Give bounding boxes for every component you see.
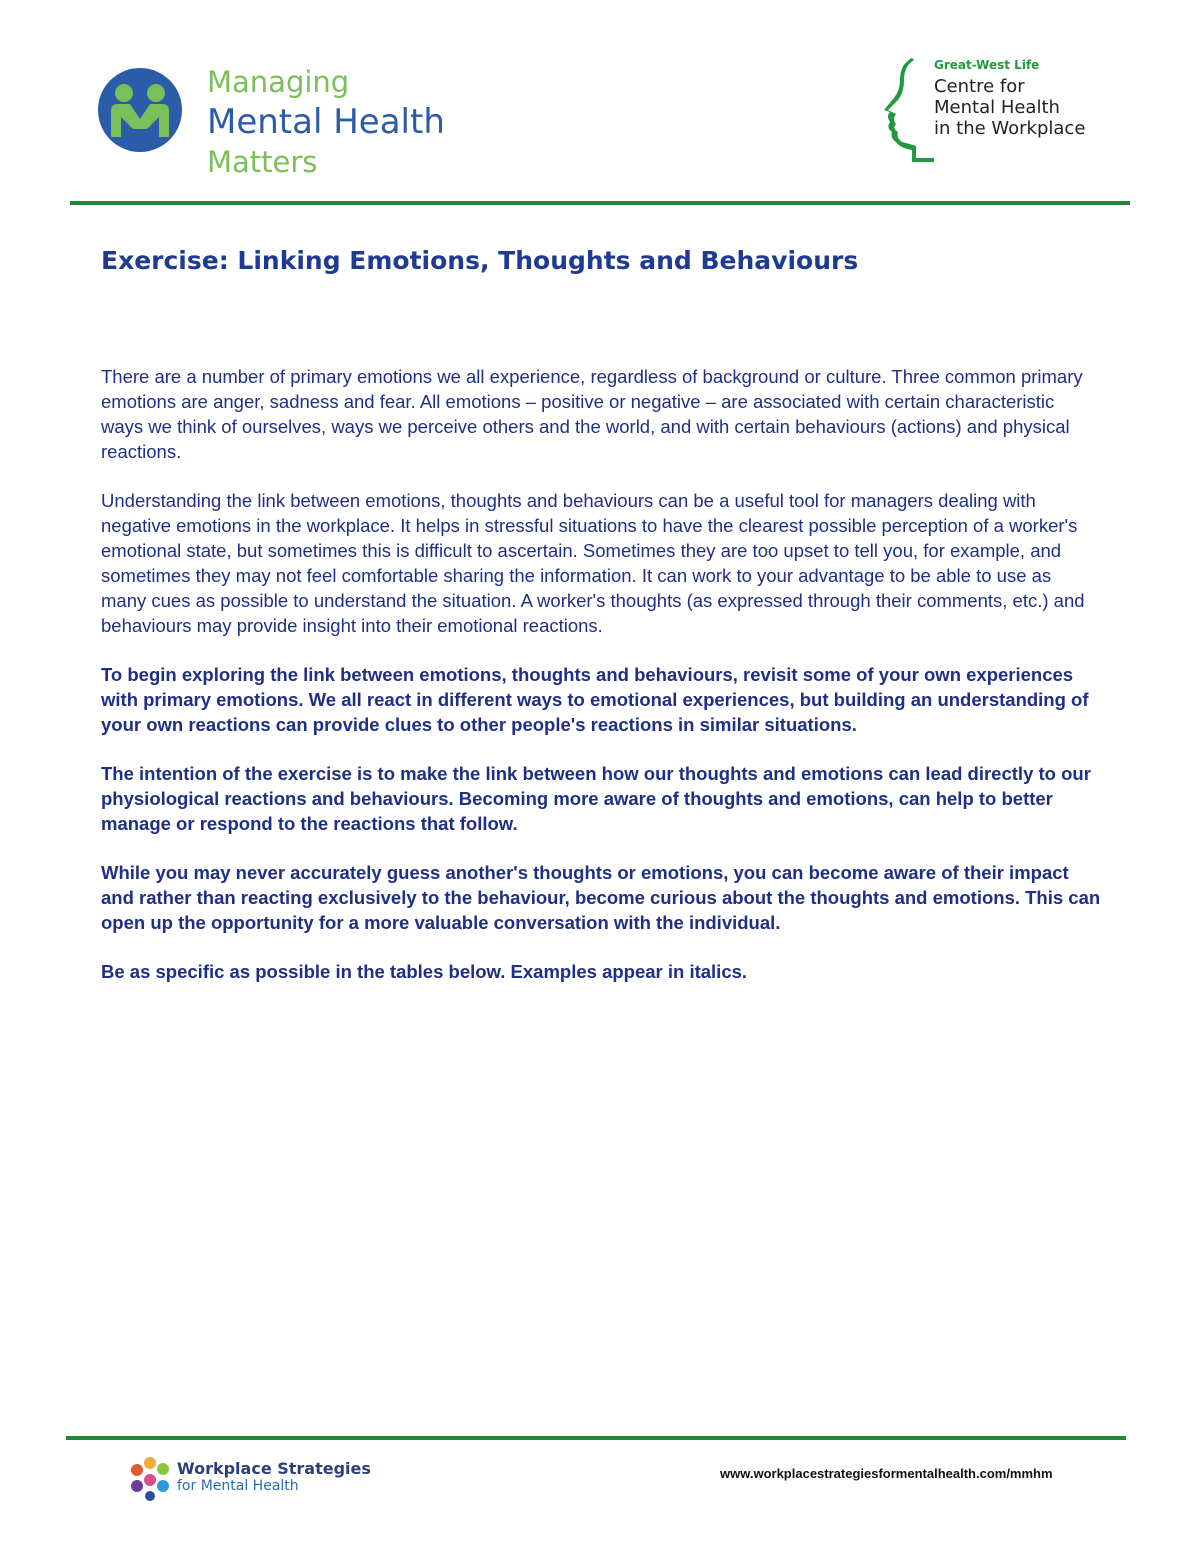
- paragraph-intention: The intention of the exercise is to make the link between how our thoughts and emotions can lead directly to our physiological reactions and behaviours. Becoming more aware of thoughts and emotions, can help to better manage or respond to the reactions that follow.: [101, 763, 1091, 834]
- gwl-centre-logo: [884, 58, 1124, 168]
- gwl-brand: Great-West Life: [934, 58, 1040, 72]
- mmhm-line3: Matters: [207, 145, 318, 179]
- face-profile-icon: [884, 58, 934, 166]
- mmhm-people-icon: [97, 67, 183, 153]
- body-content: [101, 364, 1101, 1008]
- footer-url-link[interactable]: www.workplacestrategiesformentalhealth.com/mmhm: [720, 1466, 1053, 1481]
- wsmh-line2: for Mental Health: [177, 1478, 299, 1494]
- header-divider: [70, 201, 1130, 205]
- paragraph-awareness: While you may never accurately guess another's thoughts or emotions, you can become aware of their impact and rather than reacting exclusively to the behaviour, become curious about the thoughts and emotions. This can open up the opportunity for a more valuable conversation with the individual.: [101, 862, 1101, 933]
- gwl-wordmark: [934, 58, 1085, 139]
- mmhm-logo: [97, 62, 497, 178]
- paragraph-intro: There are a number of primary emotions we all experience, regardless of background or culture. Three common primary emotions are anger, sadness and fear. All emotions – positive or negative – are associated with certain characteristic ways we think of ourselves, ways we perceive others and the world, and with certain behaviours (actions) and physical reactions.: [101, 366, 1083, 462]
- wsmh-logo: [128, 1456, 388, 1506]
- mmhm-line2: Mental Health: [207, 102, 445, 142]
- gwl-line3: in the Workplace: [934, 118, 1086, 139]
- dots-cluster-icon: [128, 1456, 174, 1502]
- page-title: Exercise: Linking Emotions, Thoughts and Behaviours: [101, 246, 859, 275]
- footer-divider: [66, 1436, 1126, 1440]
- gwl-line2: Mental Health: [934, 97, 1060, 118]
- gwl-line1: Centre for: [934, 76, 1025, 97]
- wsmh-line1: Workplace Strategies: [177, 1459, 371, 1478]
- mmhm-line1: Managing: [207, 65, 350, 99]
- mmhm-wordmark: [207, 62, 445, 182]
- wsmh-wordmark: [177, 1460, 371, 1494]
- paragraph-understanding: Understanding the link between emotions, thoughts and behaviours can be a useful tool for managers dealing with negative emotions in the workplace. It helps in stressful situations to have the clearest possible perception of a worker's emotional state, but sometimes this is difficult to ascertain. Sometimes they are too upset to tell you, for example, and sometimes they may not feel comfortable sharing the information. It can work to your advantage to be able to use as many cues as possible to understand the situation. A worker's thoughts (as expressed through their comments, etc.) and behaviours may provide insight into their emotional reactions.: [101, 490, 1085, 636]
- paragraph-begin: To begin exploring the link between emotions, thoughts and behaviours, revisit some of your own experiences with primary emotions. We all react in different ways to emotional experiences, but building an understanding of your own reactions can provide clues to other people's reactions in similar situations.: [101, 664, 1089, 735]
- paragraph-instructions: Be as specific as possible in the tables below. Examples appear in italics.: [101, 961, 748, 982]
